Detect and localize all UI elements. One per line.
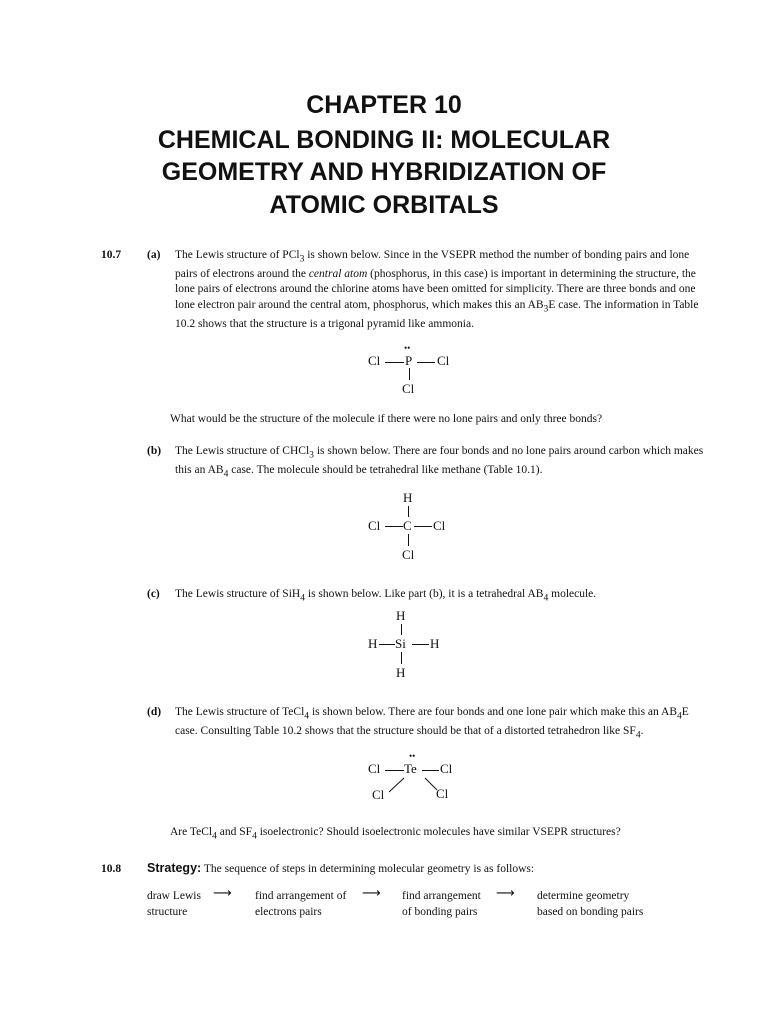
chapter-title-line-1: CHEMICAL BONDING II: MOLECULAR (157, 126, 611, 154)
bond (408, 534, 409, 546)
bond (385, 362, 404, 363)
chcl3-lewis-structure: H Cl C Cl Cl (368, 490, 446, 562)
sih4-lewis-structure: H H Si H H (368, 608, 440, 680)
step-electron-arrangement: find arrangement of electrons pairs (255, 890, 347, 918)
bond (417, 362, 435, 363)
tecl4-lewis-structure: Cl •• Te Cl Cl Cl (365, 758, 475, 808)
part-d-label: (d) (147, 706, 162, 718)
lone-pair: •• (409, 751, 416, 761)
bond (414, 526, 432, 527)
right-arrow-icon: ⟶ (213, 886, 232, 901)
part-d-question: Are TeCl$_4$ and $SF_4$ isoelectronic? Should isoelectronic molecules have similar VSEPR structures? (170, 826, 621, 842)
pcl3-lewis-structure: Cl •• P Cl Cl (368, 343, 450, 396)
chapter-heading: CHAPTER 10 (306, 91, 462, 119)
part-c-label: (c) (147, 588, 160, 600)
part-a-label: (a) (147, 249, 161, 261)
bond (401, 624, 402, 635)
bond (412, 644, 429, 645)
step-draw-lewis: draw Lewis structure (147, 890, 201, 918)
strategy-line: Strategy: The sequence of steps in determining molecular geometry is as follows: (147, 861, 535, 875)
part-a-question: What would be the structure of the molecule if there were no lone pairs and only three bonds? (170, 413, 603, 425)
part-a-paragraph: The Lewis structure of PCl$_3$ is shown below. Since in the VSEPR method the number of bonding pairs and lone pairs of electrons around the central atom (phosphorus, in this case) is important in determining the structure, the lone pairs of electrons around the chlorine atoms have been omitted for simplicity. There are three bonds and one lone electron pair around the central atom, phosphorus, which makes this an $AB_3E$ case. The information in Table 10.2 shows that the structure is a trigonal pyramid like ammonia. (175, 249, 699, 330)
right-arrow-icon: ⟶ (496, 886, 515, 901)
part-c-paragraph: The Lewis structure of SiH$_4$ is shown below. Like part (b), it is a tetrahedral $AB_4$ molecule. (175, 588, 597, 604)
step-bonding-pairs: find arrangement of bonding pairs (402, 890, 481, 918)
part-b-paragraph: The Lewis structure of CHCl$_3$ is shown below. There are four bonds and no lone pairs around carbon which makes this an $AB_4$ case. The molecule should be tetrahedral like methane (Table 10.1). (175, 445, 704, 480)
right-arrow-icon: ⟶ (362, 886, 381, 901)
bond (409, 368, 410, 380)
bond (385, 526, 403, 527)
part-d-paragraph: The Lewis structure of TeCl$_4$ is shown below. There are four bonds and one lone pair which make this an $AB_4E$ case. Consulting Table 10.2 shows that the structure should be that of a distorted tetrahedron like $SF_4$. (175, 706, 689, 741)
bond (408, 506, 409, 517)
bond (401, 652, 402, 664)
part-b-label: (b) (147, 445, 162, 457)
bond (379, 644, 395, 645)
lone-pair: •• (404, 343, 411, 353)
chapter-title-line-2: GEOMETRY AND HYBRIDIZATION OF (161, 158, 607, 186)
problem-number-10-7: 10.7 (101, 249, 122, 261)
chapter-title-line-3: ATOMIC ORBITALS (269, 191, 499, 219)
problem-number-10-8: 10.8 (101, 863, 122, 875)
step-determine-geometry: determine geometry based on bonding pairs (537, 890, 644, 918)
